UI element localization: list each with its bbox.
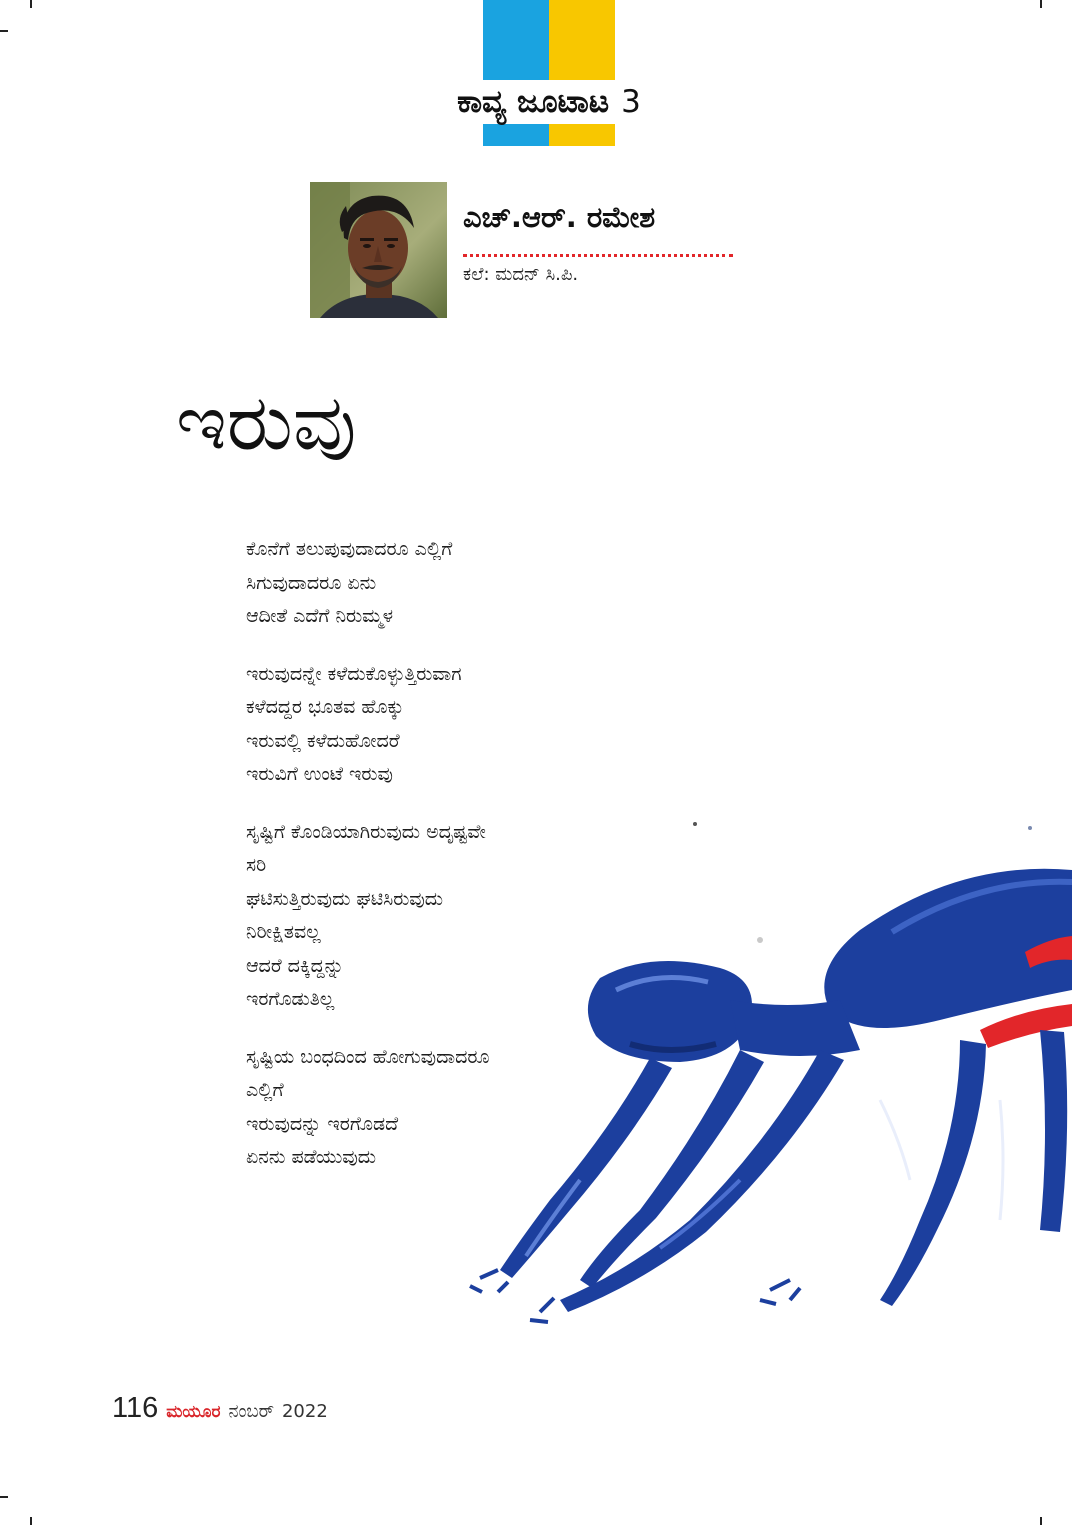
page-number: 116 [112,1392,159,1424]
crop-mark-bottom-right [1040,1517,1042,1525]
magazine-name: ಮಯೂರ [166,1402,221,1422]
header-blue-block [483,0,549,146]
poem-line: ಘಟಿಸುತ್ತಿರುವುದು ಘಟಿಸಿರುವುದು [246,887,444,910]
page-footer [112,1392,328,1425]
series-number: 3 [621,84,641,120]
crop-mark-top-right [1040,0,1042,8]
author-name: ಎಚ್‌.ಆರ್‌. ರಮೇಶ [463,200,656,234]
crop-mark-left-top [0,30,8,32]
stanza [246,533,626,634]
author-divider [463,254,733,257]
poem-line: ಆದೀತೆ ಎದೆಗೆ ನಿರುಮ್ಮಳ [246,605,394,627]
poem-line: ಸರಿ [246,854,267,876]
poem-line: ಇರುವುದನ್ನು ಇರಗೊಡದೆ [246,1112,399,1135]
poem-line: ಇರಗೊಡುತಿಲ್ಲ [246,988,335,1010]
poem-title: ಇರುವು [176,378,357,468]
poem-line: ಇರುವುದನ್ನೇ ಕಳೆದುಕೊಳ್ಳುತ್ತಿರುವಾಗ [246,662,462,685]
poem-line: ಸೃಷ್ಟಿಯ ಬಂಧದಿಂದ ಹೋಗುವುದಾದರೂ [246,1045,490,1068]
crop-mark-left-bottom [0,1496,8,1498]
poem-line: ಕಳೆದದ್ದರ ಭೂತವ ಹೊಕ್ಕು [246,696,404,718]
poem-line: ಏನನು ಪಡೆಯುವುದು [246,1146,377,1168]
blue-ant-illustration [440,800,1072,1360]
poem-line: ಕೊನೆಗೆ ತಲುಪುವುದಾದರೂ ಎಲ್ಲಿಗೆ [246,538,453,560]
poem-line: ಸೃಷ್ಟಿಗೆ ಕೊಂಡಿಯಾಗಿರುವುದು ಅದೃಷ್ಟವೇ [246,820,486,843]
issue-month: ನಂಬರ್ [228,1401,274,1422]
series-title: ಕಾವ್ಯ ಜೂಟಾಟ [457,83,610,120]
poem-line: ಎಲ್ಲಿಗೆ [246,1079,284,1101]
stanza [246,658,626,792]
poem-line: ಇರುವಿಗೆ ಉಂಟೆ ಇರುವು [246,763,393,785]
series-heading [414,80,684,124]
crop-mark-top-left [30,0,32,8]
issue-year: 2022 [281,1401,328,1422]
poem-line: ನಿರೀಕ್ಷಿತವಲ್ಲ [246,921,321,943]
author-photo [310,182,447,318]
poem-line: ಆದರೆ ದಕ್ಕಿದ್ದನ್ನು [246,954,344,977]
header-yellow-block [549,0,615,146]
poem-line: ಇರುವಲ್ಲಿ ಕಳೆದುಹೋದರೆ [246,729,400,752]
poem-line: ಸಿಗುವುದಾದರೂ ಏನು [246,571,377,594]
art-credit: ಕಲೆ: ಮದನ್‌ ಸಿ.ಪಿ. [463,264,579,285]
crop-mark-bottom-left [30,1517,32,1525]
